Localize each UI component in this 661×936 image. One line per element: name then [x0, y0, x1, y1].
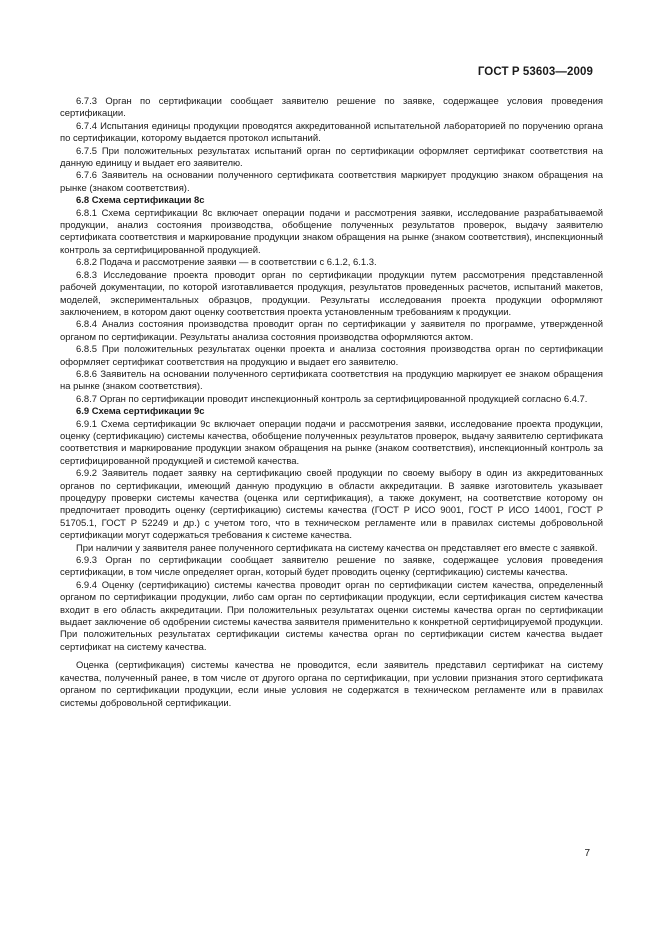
document-header: ГОСТ Р 53603—2009 — [477, 66, 593, 78]
paragraph-6-9-2-continued: При наличии у заявителя ранее полученного сертификата на систему качества он представляет его вместе с заявкой. — [76, 542, 598, 554]
section-heading-6-9: 6.9 Схема сертификации 9с — [76, 406, 205, 418]
paragraph-6-8-3: 6.8.3 Исследование проекта проводит орган по сертификации продукции путем рассмотрения представленной рабочей документации, по которой изготавливается продукция, результатов проведенных расчетов, испытаний макетов, моделей, экспериментальных образцов, продукции. Результаты исследования проекта продукции оформляют заключением, в котором дают оценку соответствия проекта установленным требованиям к продукции. — [60, 269, 603, 318]
paragraph-6-9-4: 6.9.4 Оценку (сертификацию) системы качества проводит орган по сертификации систем качества, определенный органом по сертификации продукции, либо сам орган по сертификации продукции, если сертификация систем качества входит в его область аккредитации. При положительных результатах оценки системы качества орган по сертификации выдает заключение об одобрении системы качества заявителя применительно к конкретной сертифицируемой продукции. При положительных результатах сертификации системы качества орган по сертификации систем качества выдает сертификат на систему качества. — [60, 579, 603, 653]
paragraph-6-7-4: 6.7.4 Испытания единицы продукции проводятся аккредитованной испытательной лабораторией по поручению органа по сертификации, которому выдается протокол испытаний. — [60, 120, 603, 145]
paragraph-6-7-5: 6.7.5 При положительных результатах испытаний орган по сертификации оформляет сертификат соответствия на данную единицу и выдает его заявителю. — [60, 145, 603, 170]
paragraph-6-8-2: 6.8.2 Подача и рассмотрение заявки — в соответствии с 6.1.2, 6.1.3. — [76, 257, 377, 269]
paragraph-6-9-2: 6.9.2 Заявитель подает заявку на сертификацию своей продукции по своему выбору в один из аккредитованных органов по сертификации, имеющий данную продукцию в области аккредитации. В заявке изготовитель указывает процедуру проверки системы качества (оценка или сертификация), а также документ, на соответствие которому он предпочитает проводить оценку (сертификацию) системы качества (ГОСТ Р ИСО 9001, ГОСТ Р ИСО 14001, ГОСТ Р 51705.1, ГОСТ Р 52249 и др.) с учетом того, что в техническом регламенте или в правилах системы добровольной сертификации могут содержаться требования к системе качества. — [60, 468, 603, 542]
paragraph-6-7-3: 6.7.3 Орган по сертификации сообщает заявителю решение по заявке, содержащее условия проведения сертификации. — [60, 96, 603, 120]
paragraph-6-9-3: 6.9.3 Орган по сертификации сообщает заявителю решение по заявке, содержащее условия проведения сертификации, в том числе определяет орган, который будет проводить оценку (сертификацию) системы качества. — [60, 555, 603, 579]
document-body — [60, 96, 603, 710]
paragraph-6-9-4-continued: Оценка (сертификация) системы качества не проводится, если заявитель представил сертификат на систему качества, полученный ранее, в том числе от другого органа по сертификации, при условии признания этого сертификата органом по сертификации продукции, если иные условия не содержатся в техническом регламенте или в правилах системы добровольной сертификации. — [60, 660, 603, 709]
paragraph-6-9-1: 6.9.1 Схема сертификации 9с включает операции подачи и рассмотрения заявки, исследование проекта продукции, оценку (сертификацию) системы качества, обобщение полученных результатов проверок, выдачу заявителю сертификата соответствия и маркирование продукции знаком обращения на рынке (знаком соответствия), инспекционный контроль за сертифицированной продукцией и системой качества. — [60, 418, 603, 467]
paragraph-6-8-6: 6.8.6 Заявитель на основании полученного сертификата соответствия на продукцию маркирует ее знаком обращения на рынке (знаком соответствия). — [60, 368, 603, 393]
paragraph-6-8-7: 6.8.7 Орган по сертификации проводит инспекционный контроль за сертифицированной продукцией согласно 6.4.7. — [76, 393, 588, 405]
section-heading-6-8: 6.8 Схема сертификации 8с — [76, 195, 205, 207]
paragraph-6-8-1: 6.8.1 Схема сертификации 8с включает операции подачи и рассмотрения заявки, исследование разрабатываемой продукции, анализ состояния производства, обобщение полученных результатов проверок, выдачу заявителю сертификата соответствия и маркирование продукции знаком обращения на рынке (знаком соответствия), инспекционный контроль за сертифицированной продукцией. — [60, 207, 603, 256]
paragraph-6-7-6: 6.7.6 Заявитель на основании полученного сертификата соответствия маркирует продукцию знаком обращения на рынке (знаком соответствия). — [60, 170, 603, 194]
paragraph-6-8-4: 6.8.4 Анализ состояния производства проводит орган по сертификации у заявителя по программе, утвержденной органом по сертификации. Результаты анализа состояния производства оформляются актом. — [60, 319, 603, 343]
paragraph-6-8-5: 6.8.5 При положительных результатах оценки проекта и анализа состояния производства орган по сертификации оформляет сертификат соответствия на продукцию и выдает его заявителю. — [60, 344, 603, 368]
page-number: 7 — [584, 848, 590, 859]
